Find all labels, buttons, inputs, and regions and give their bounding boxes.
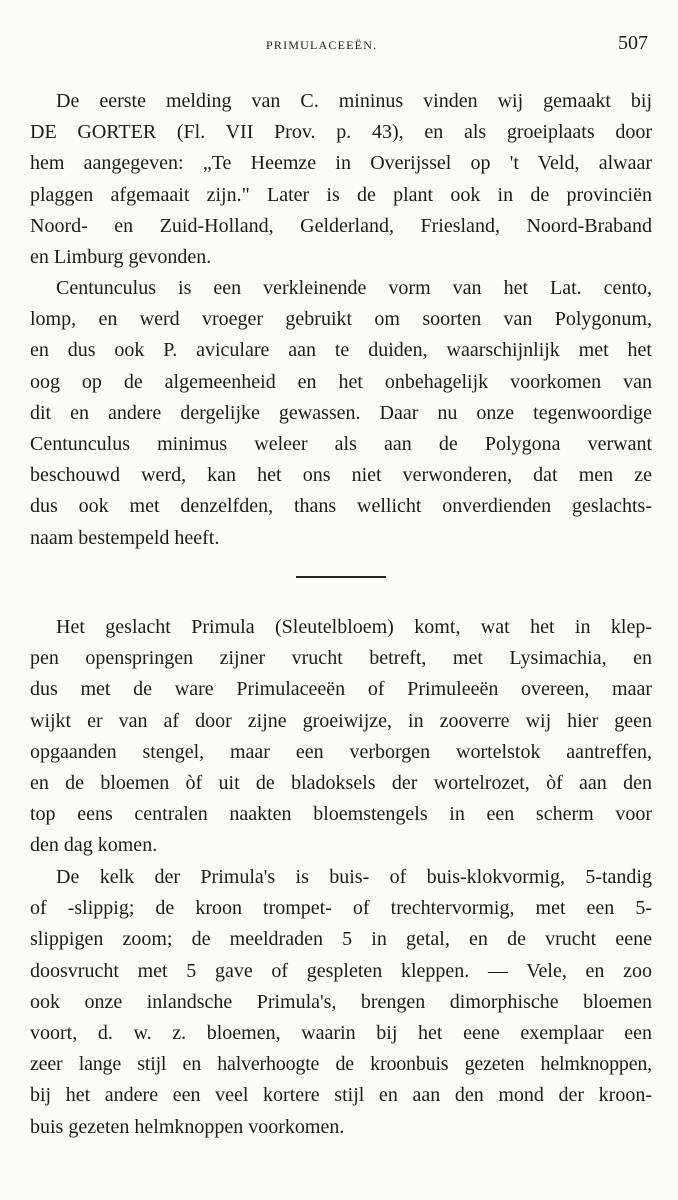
text-line: bij het andere een veel kortere stijl en aan den mond der kroon- (30, 1084, 652, 1107)
text-line: den dag komen. (30, 834, 158, 857)
text-line: en de bloemen òf uit de bladoksels der wortelrozet, òf aan den (30, 771, 652, 794)
text-line: plaggen afgemaait zijn." Later is de plant ook in de provinciën (30, 183, 652, 206)
paragraph-de-gorter (30, 86, 652, 273)
page-header (0, 30, 678, 60)
text-line: De kelk der Primula's is buis- of buis-klokvormig, 5-tandig (56, 866, 652, 888)
text-line: dus ook met denzelfden, thans wellicht onverdienden geslachts- (30, 495, 652, 518)
text-line: zeer lange stijl en halverhoogte de kroonbuis gezeten helmknoppen, (30, 1053, 652, 1076)
section-separator (296, 576, 386, 578)
text-line: voort, d. w. z. bloemen, waarin bij het eene exemplaar een (30, 1021, 652, 1044)
text-line: dus met de ware Primulaceeën of Primuleeën overeen, maar (30, 678, 652, 701)
paragraph-primula-genus (30, 612, 652, 862)
text-line: slippigen zoom; de meeldraden 5 in getal, en de vrucht eene (30, 928, 652, 951)
text-line: top eens centralen naakten bloemstengels in een scherm voor (30, 803, 652, 826)
paragraph-centunculus (30, 273, 652, 554)
text-line: opgaanden stengel, maar een verborgen wortelstok aantreffen, (30, 740, 652, 763)
text-line: hem aangegeven: „Te Heemze in Overijssel op 't Veld, alwaar (30, 152, 652, 175)
text-line: Centunculus is een verkleinende vorm van het Lat. cento, (56, 277, 652, 299)
text-line: lomp, en werd vroeger gebruikt om soorten van Polygonum, (30, 308, 652, 331)
text-line: en Limburg gevonden. (30, 245, 212, 268)
text-line: wijkt er van af door zijne groeiwijze, in zooverre wij hier geen (30, 709, 652, 732)
text-line: De eerste melding van C. mininus vinden wij gemaakt bij (56, 90, 652, 112)
text-line: Het geslacht Primula (Sleutelbloem) komt, wat het in klep- (56, 616, 652, 638)
text-line: buis gezeten helmknoppen voorkomen. (30, 1115, 345, 1138)
paragraph-primula-description (30, 862, 652, 1143)
text-line: ook onze inlandsche Primula's, brengen dimorphische bloemen (30, 990, 652, 1013)
text-line: beschouwd werd, kan het ons niet verwonderen, dat men ze (30, 464, 652, 487)
text-line: doosvrucht met 5 gave of gespleten kleppen. — Vele, en zoo (30, 959, 652, 982)
text-line: Noord- en Zuid-Holland, Gelderland, Friesland, Noord-Braband (30, 214, 652, 237)
text-line: en dus ook P. aviculare aan te duiden, waarschijnlijk met het (30, 339, 652, 362)
text-line: dit en andere dergelijke gewassen. Daar nu onze tegenwoordige (30, 401, 652, 424)
text-line: DE GORTER (Fl. VII Prov. p. 43), en als groeiplaats door (30, 121, 652, 144)
text-line: of -slippig; de kroon trompet- of trechtervormig, met een 5- (30, 897, 652, 920)
text-line: Centunculus minimus weleer als aan de Polygona verwant (30, 432, 652, 455)
text-line: naam bestempeld heeft. (30, 526, 220, 549)
text-line: pen openspringen zijner vrucht betreft, met Lysimachia, en (30, 647, 652, 670)
text-line: oog op de algemeenheid en het onbehagelijk voorkomen van (30, 370, 652, 393)
running-head: PRIMULACEEËN. (266, 38, 378, 52)
page-number: 507 (618, 32, 648, 54)
